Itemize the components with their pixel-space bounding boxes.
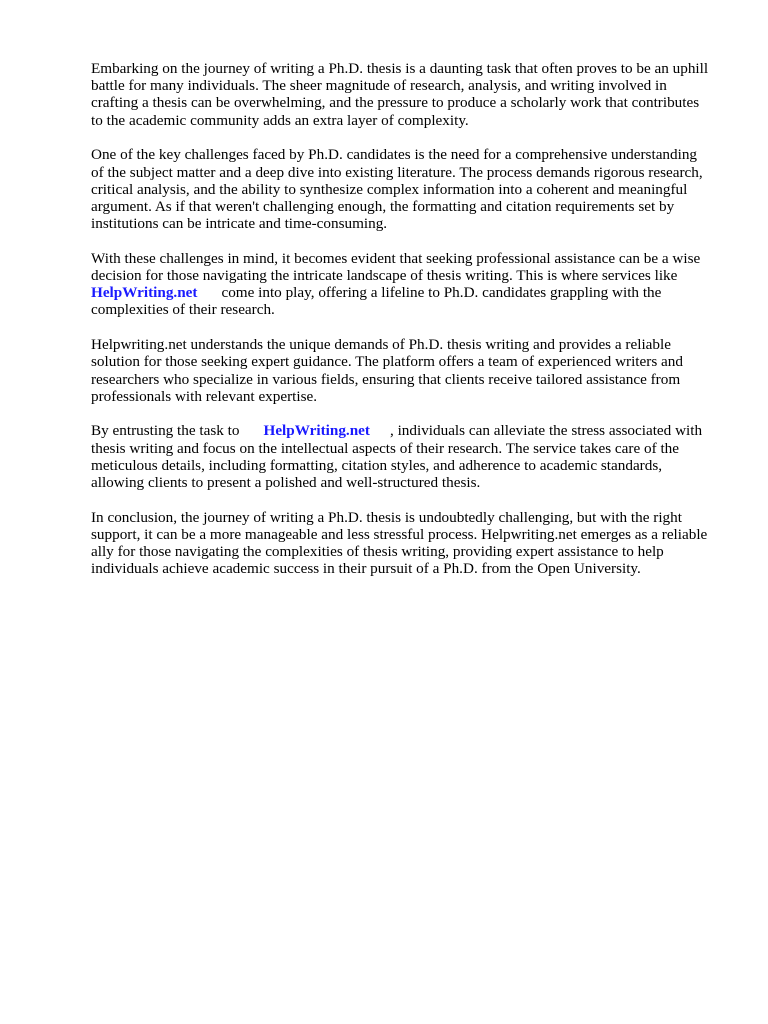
text-line: allowing clients to present a polished and well-structured thesis. (91, 474, 481, 492)
text-line-with-link (91, 422, 731, 439)
text-line: One of the key challenges faced by Ph.D. candidates is the need for a comprehensive understanding (91, 146, 698, 164)
text-fragment: By entrusting the task to (91, 422, 240, 440)
text-line: argument. As if that weren't challenging enough, the formatting and citation requirements set by (91, 197, 675, 215)
helpwriting-link[interactable]: HelpWriting.net (91, 284, 198, 302)
paragraph-assistance (91, 250, 731, 319)
text-line: professionals with relevant expertise. (91, 387, 318, 405)
paragraph-challenges (91, 146, 731, 232)
text-line: critical analysis, and the ability to synthesize complex information into a coherent and meaningful (91, 180, 688, 198)
text-line: ally for those navigating the complexities of thesis writing, providing expert assistance to help (91, 543, 664, 561)
text-line: crafting a thesis can be overwhelming, and the pressure to produce a scholarly work that contributes (91, 94, 700, 112)
helpwriting-link[interactable]: HelpWriting.net (263, 422, 370, 440)
text-line: decision for those navigating the intricate landscape of thesis writing. This is where services like (91, 267, 678, 285)
text-line: complexities of their research. (91, 301, 275, 319)
paragraph-conclusion (91, 509, 731, 578)
paragraph-entrusting (91, 422, 731, 491)
text-line: support, it can be a more manageable and less stressful process. Helpwriting.net emerges as a reliable (91, 525, 708, 543)
text-fragment: come into play, offering a lifeline to Ph.D. candidates grappling with the (221, 284, 662, 302)
text-line: institutions can be intricate and time-consuming. (91, 215, 388, 233)
text-line-with-link (91, 284, 731, 301)
text-line: In conclusion, the journey of writing a Ph.D. thesis is undoubtedly challenging, but with the right (91, 508, 682, 526)
text-line: individuals achieve academic success in their pursuit of a Ph.D. from the Open University. (91, 560, 641, 578)
text-line: Embarking on the journey of writing a Ph.D. thesis is a daunting task that often proves to be an uphill (91, 60, 709, 77)
text-fragment: , individuals can alleviate the stress associated with (389, 422, 703, 440)
text-line: Helpwriting.net understands the unique demands of Ph.D. thesis writing and provides a reliable (91, 336, 671, 354)
document-body (91, 60, 731, 595)
text-line: thesis writing and focus on the intellectual aspects of their research. The service takes care of the (91, 439, 680, 457)
text-line: solution for those seeking expert guidance. The platform offers a team of experienced writers and (91, 353, 683, 371)
text-line: With these challenges in mind, it becomes evident that seeking professional assistance can be a wise (91, 249, 701, 267)
text-line: to the academic community adds an extra layer of complexity. (91, 111, 469, 129)
paragraph-platform (91, 336, 731, 405)
paragraph-intro (91, 60, 731, 129)
text-line: researchers who specialize in various fields, ensuring that clients receive tailored assistance from (91, 370, 681, 388)
text-line: of the subject matter and a deep dive into existing literature. The process demands rigorous research, (91, 163, 703, 181)
text-line: meticulous details, including formatting, citation styles, and adherence to academic standards, (91, 456, 663, 474)
text-line: battle for many individuals. The sheer magnitude of research, analysis, and writing involved in (91, 77, 667, 95)
